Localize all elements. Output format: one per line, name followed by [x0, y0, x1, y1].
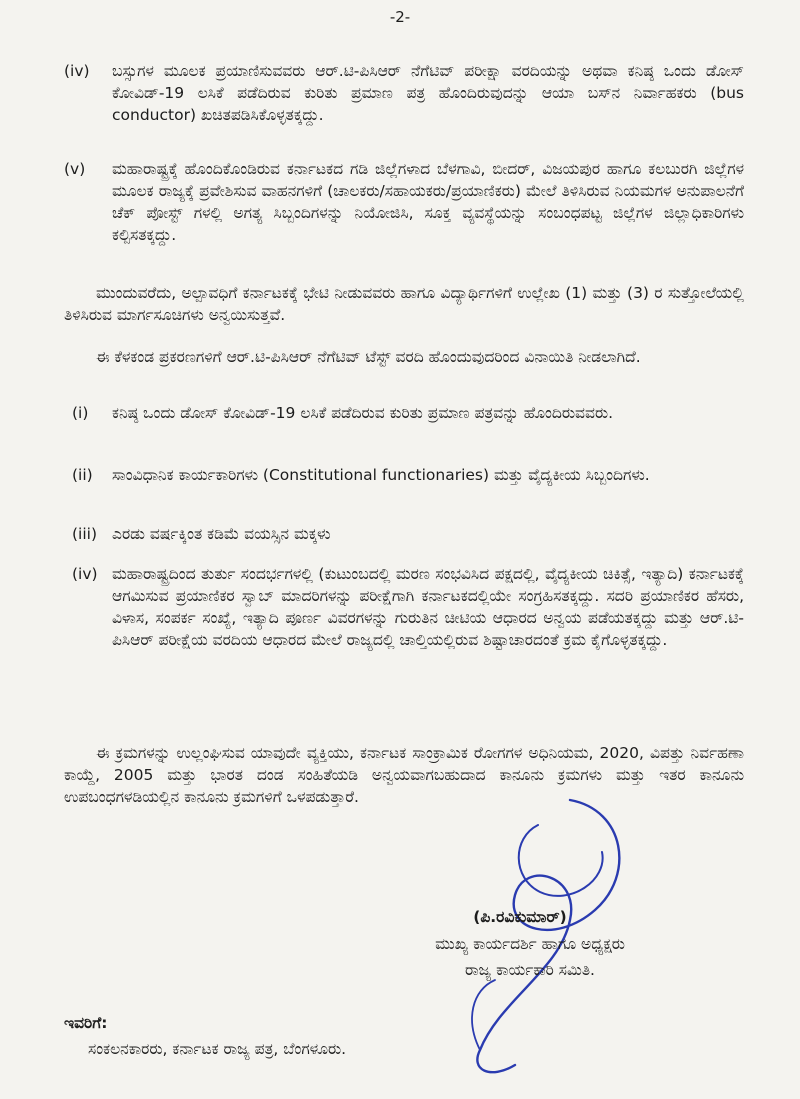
paragraph: ಈ ಕೆಳಕಂಡ ಪ್ರಕರಣಗಳಿಗೆ ಆರ್.ಟಿ-ಪಿಸಿಆರ್ ನೆಗೆಟಿವ್ ಟೆಸ್ಟ್ ವರದಿ ಹೊಂದುವುದರಿಂದ ವಿನಾಯಿತಿ ನೀಡಲಾಗಿದೆ. [96, 348, 641, 366]
signature-mark [420, 780, 660, 1080]
list-item-text: ಸಾಂವಿಧಾನಿಕ ಕಾರ್ಯಕಾರಿಗಳು (Constitutional functionaries) ಮತ್ತು ವೈದ್ಯಕೀಯ ಸಿಬ್ಬಂದಿಗಳು. [112, 466, 650, 484]
list-number: (v) [64, 160, 86, 178]
signatory-name: (ಪಿ.ರವಿಕುಮಾರ್) [473, 908, 567, 926]
list-item-text: ಮಹಾರಾಷ್ಟ್ರಕ್ಕೆ ಹೊಂದಿಕೊಂಡಿರುವ ಕರ್ನಾಟಕದ ಗಡಿ ಜಿಲ್ಲೆಗಳಾದ ಬೆಳಗಾವಿ, ಬೀದರ್, ವಿಜಯಪುರ ಹಾಗೂ ಕಲಬುರಗಿ ಜಿಲ್ಲೆಗಳ ಮೂಲಕ ರಾಜ್ಯಕ್ಕೆ ಪ್ರವೇಶಿಸುವ ವಾಹನಗಳಿಗೆ (ಚಾಲಕರು/ಸಹಾಯಕರು/ಪ್ರಯಾಣಿಕರು) ಮೇಲೆ ತಿಳಿಸಿರುವ ನಿಯಮಗಳ ಅನುಪಾಲನೆಗೆ ಚೆಕ್ ಪೋಸ್ಟ್ ಗಳಲ್ಲಿ ಅಗತ್ಯ ಸಿಬ್ಬಂದಿಗಳನ್ನು ನಿಯೋಜಿಸಿ, ಸೂಕ್ತ ವ್ಯವಸ್ಥೆಯನ್ನು ಸಂಬಂಧಪಟ್ಟ ಜಿಲ್ಲೆಗಳ ಜಿಲ್ಲಾಧಿಕಾರಿಗಳು ಕಲ್ಪಿಸತಕ್ಕದ್ದು. [112, 160, 744, 244]
page-number: -2- [389, 8, 411, 26]
recipient-label: ಇವರಿಗೆ: [64, 1014, 108, 1032]
list-number: (iii) [72, 525, 98, 543]
list-number: (iv) [72, 565, 98, 583]
signatory-designation: ಮುಖ್ಯ ಕಾರ್ಯದರ್ಶಿ ಹಾಗೂ ಅಧ್ಯಕ್ಷರು [435, 935, 625, 953]
list-item-text: ಮಹಾರಾಷ್ಟ್ರದಿಂದ ತುರ್ತು ಸಂದರ್ಭಗಳಲ್ಲಿ (ಕುಟುಂಬದಲ್ಲಿ ಮರಣ ಸಂಭವಿಸಿದ ಪಕ್ಷದಲ್ಲಿ, ವೈದ್ಯಕೀಯ ಚಿಕಿತ್ಸೆ, ಇತ್ಯಾದಿ) ಕರ್ನಾಟಕಕ್ಕೆ ಆಗಮಿಸುವ ಪ್ರಯಾಣಿಕರ ಸ್ವಾಬ್ ಮಾದರಿಗಳನ್ನು ಪರೀಕ್ಷೆಗಾಗಿ ಕರ್ನಾಟಕದಲ್ಲಿಯೇ ಸಂಗ್ರಹಿಸತಕ್ಕದ್ದು. ಸದರಿ ಪ್ರಯಾಣಿಕರ ಹೆಸರು, ವಿಳಾಸ, ಸಂಪರ್ಕ ಸಂಖ್ಯೆ, ಇತ್ಯಾದಿ ಪೂರ್ಣ ವಿವರಗಳನ್ನು ಗುರುತಿನ ಚೀಟಿಯ ಆಧಾರದ ಅನ್ವಯ ಪಡೆಯತಕ್ಕದ್ದು ಮತ್ತು ಆರ್.ಟಿ-ಪಿಸಿಆರ್ ಪರೀಕ್ಷೆಯ ವರದಿಯ ಆಧಾರದ ಮೇಲೆ ರಾಜ್ಯದಲ್ಲಿ ಚಾಲ್ತಿಯಲ್ಲಿರುವ ಶಿಷ್ಟಾಚಾರದಂತೆ ಕ್ರಮ ಕೈಗೊಳ್ಳತಕ್ಕದ್ದು. [112, 565, 744, 649]
paragraph: ಮುಂದುವರೆದು, ಅಲ್ಪಾವಧಿಗೆ ಕರ್ನಾಟಕಕ್ಕೆ ಭೇಟಿ ನೀಡುವವರು ಹಾಗೂ ವಿದ್ಯಾರ್ಥಿಗಳಿಗೆ ಉಲ್ಲೇಖ (1) ಮತ್ತು (3) ರ ಸುತ್ತೋಲೆಯಲ್ಲಿ ತಿಳಿಸಿರುವ ಮಾರ್ಗಸೂಚಿಗಳು ಅನ್ವಯಿಸುತ್ತವೆ. [64, 284, 744, 324]
list-number: (ii) [72, 466, 93, 484]
signatory-committee: ರಾಜ್ಯ ಕಾರ್ಯಕಾರಿ ಸಮಿತಿ. [465, 961, 595, 979]
paragraph: ಈ ಕ್ರಮಗಳನ್ನು ಉಲ್ಲಂಘಿಸುವ ಯಾವುದೇ ವ್ಯಕ್ತಿಯು, ಕರ್ನಾಟಕ ಸಾಂಕ್ರಾಮಿಕ ರೋಗಗಳ ಅಧಿನಿಯಮ, 2020, ವಿಪತ್ತು ನಿರ್ವಹಣಾ ಕಾಯ್ದೆ, 2005 ಮತ್ತು ಭಾರತ ದಂಡ ಸಂಹಿತೆಯಡಿ ಅನ್ವಯವಾಗಬಹುದಾದ ಕಾನೂನು ಕ್ರಮಗಳು ಮತ್ತು ಇತರ ಕಾನೂನು ಉಪಬಂಧಗಳಡಿಯಲ್ಲಿನ ಕಾನೂನು ಕ್ರಮಗಳಿಗೆ ಒಳಪಡುತ್ತಾರೆ. [64, 744, 744, 806]
list-item-text: ಬಸ್ಸುಗಳ ಮೂಲಕ ಪ್ರಯಾಣಿಸುವವರು ಆರ್.ಟಿ-ಪಿಸಿಆರ್ ನೆಗೆಟಿವ್ ಪರೀಕ್ಷಾ ವರದಿಯನ್ನು ಅಥವಾ ಕನಿಷ್ಠ ಒಂದು ಡೋಸ್ ಕೋವಿಡ್-19 ಲಸಿಕೆ ಪಡೆದಿರುವ ಕುರಿತು ಪ್ರಮಾಣ ಪತ್ರ ಹೊಂದಿರುವುದನ್ನು ಆಯಾ ಬಸ್‌ನ ನಿರ್ವಾಹಕರು (bus conductor) ಖಚಿತಪಡಿಸಿಕೊಳ್ಳತಕ್ಕದ್ದು. [112, 62, 744, 124]
recipient-line: ಸಂಕಲನಕಾರರು, ಕರ್ನಾಟಕ ರಾಜ್ಯ ಪತ್ರ, ಬೆಂಗಳೂರು. [88, 1040, 347, 1058]
list-number: (i) [72, 404, 89, 422]
list-item-text: ಎರಡು ವರ್ಷಕ್ಕಿಂತ ಕಡಿಮೆ ವಯಸ್ಸಿನ ಮಕ್ಕಳು [112, 525, 331, 543]
list-number: (iv) [64, 62, 90, 80]
list-item-text: ಕನಿಷ್ಠ ಒಂದು ಡೋಸ್ ಕೋವಿಡ್-19 ಲಸಿಕೆ ಪಡೆದಿರುವ ಕುರಿತು ಪ್ರಮಾಣ ಪತ್ರವನ್ನು ಹೊಂದಿರುವವರು. [112, 404, 614, 422]
